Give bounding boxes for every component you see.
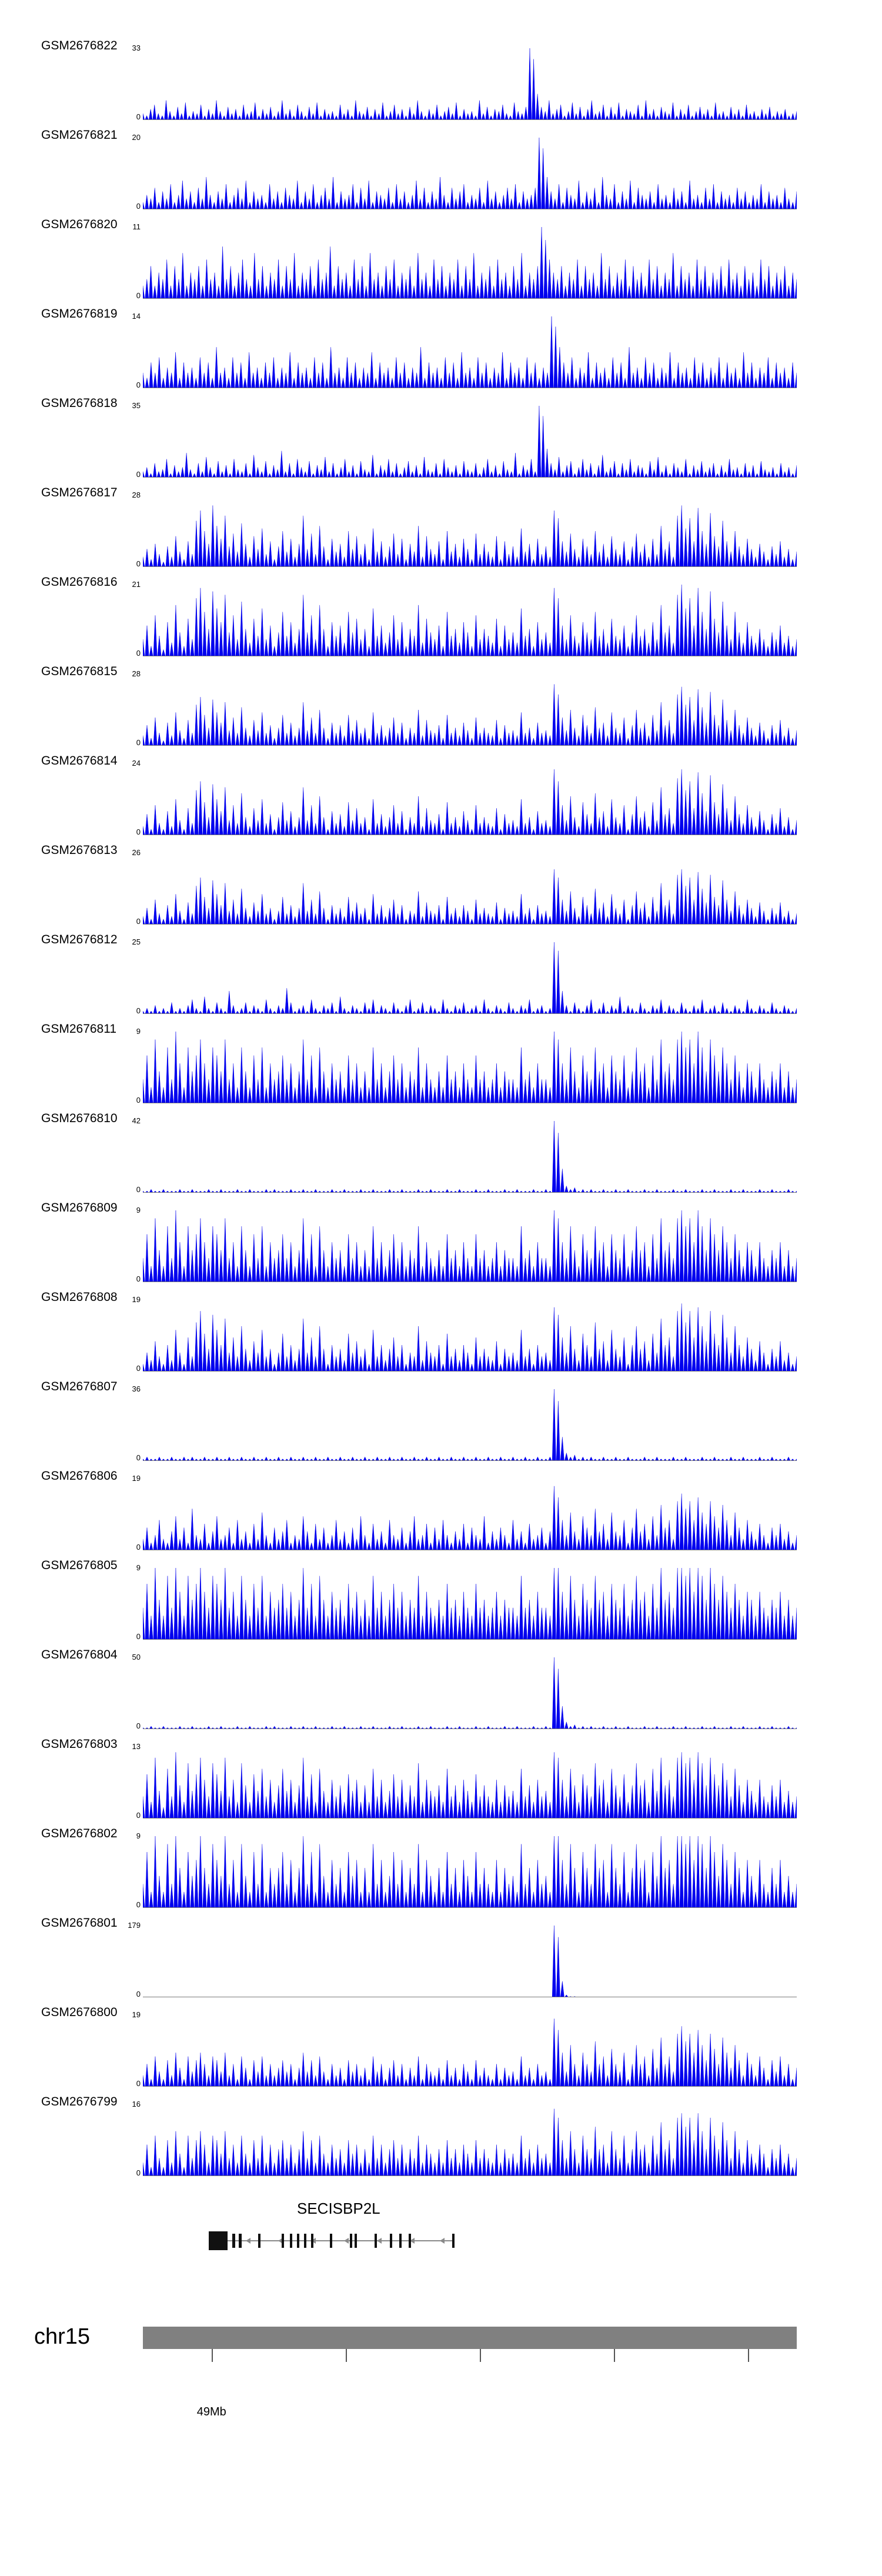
- track-sample-label: GSM2676817: [41, 486, 118, 499]
- axis-tick: [346, 2349, 347, 2362]
- track-sample-label: GSM2676811: [41, 1022, 117, 1036]
- coverage-track: [0, 840, 882, 929]
- track-sample-label: GSM2676801: [41, 1916, 118, 1930]
- gene-model: [143, 2220, 797, 2267]
- track-axis-max: 11: [132, 222, 141, 231]
- coverage-plot: [143, 406, 797, 478]
- track-baseline: [143, 298, 797, 299]
- track-baseline: [143, 1639, 797, 1640]
- track-axis-min: 0: [136, 1900, 141, 1909]
- track-axis-min: 0: [136, 381, 141, 389]
- track-axis-min: 0: [136, 470, 141, 479]
- coverage-plot: [143, 1747, 797, 1818]
- track-axis-min: 0: [136, 827, 141, 836]
- track-sample-label: GSM2676802: [41, 1827, 118, 1840]
- track-axis-min: 0: [136, 1274, 141, 1283]
- coverage-track: [0, 2091, 882, 2181]
- track-axis-min: 0: [136, 1006, 141, 1015]
- coverage-plot: [143, 1926, 797, 1997]
- axis-ticks: [143, 2349, 797, 2418]
- coverage-plot: [143, 674, 797, 746]
- track-axis-max: 179: [128, 1921, 141, 1930]
- coverage-plot: [143, 1300, 797, 1372]
- track-baseline: [143, 924, 797, 925]
- track-axis-min: 0: [136, 1185, 141, 1194]
- coverage-plot: [143, 1568, 797, 1640]
- track-axis-max: 20: [132, 133, 141, 142]
- track-axis-max: 14: [132, 312, 141, 321]
- track-axis-max: 50: [132, 1653, 141, 1661]
- track-axis-max: 9: [136, 1831, 141, 1840]
- coverage-plot: [143, 2104, 797, 2176]
- track-axis-min: 0: [136, 1096, 141, 1105]
- track-baseline: [143, 566, 797, 567]
- track-baseline: [143, 1013, 797, 1014]
- track-axis-max: 28: [132, 490, 141, 499]
- track-baseline: [143, 1192, 797, 1193]
- track-sample-label: GSM2676808: [41, 1290, 118, 1304]
- coverage-track: [0, 750, 882, 840]
- axis-tick: [748, 2349, 749, 2362]
- track-sample-label: GSM2676800: [41, 2006, 118, 2019]
- coverage-track: [0, 1734, 882, 1823]
- track-sample-label: GSM2676809: [41, 1201, 118, 1214]
- track-axis-max: 9: [136, 1027, 141, 1036]
- coverage-track: [0, 482, 882, 572]
- coverage-plot: [143, 316, 797, 388]
- coverage-plot: [143, 1210, 797, 1282]
- coverage-track: [0, 1823, 882, 1913]
- coverage-track: [0, 35, 882, 125]
- chromosome-ideogram: [143, 2327, 797, 2349]
- track-sample-label: GSM2676820: [41, 218, 118, 231]
- track-axis-min: 0: [136, 1632, 141, 1641]
- chromosome-panel: [0, 2311, 882, 2417]
- coverage-plot: [143, 1479, 797, 1550]
- coverage-plot: [143, 585, 797, 656]
- track-baseline: [143, 1460, 797, 1461]
- track-baseline: [143, 1907, 797, 1908]
- track-axis-max: 16: [132, 2100, 141, 2108]
- coverage-plot: [143, 1657, 797, 1729]
- track-axis-max: 33: [132, 44, 141, 52]
- track-sample-label: GSM2676799: [41, 2095, 118, 2108]
- coverage-track: [0, 1913, 882, 2002]
- gene-annotation-panel: [0, 2200, 882, 2282]
- track-axis-min: 0: [136, 112, 141, 121]
- track-axis-min: 0: [136, 1990, 141, 1998]
- track-baseline: [143, 477, 797, 478]
- track-axis-max: 25: [132, 937, 141, 946]
- coverage-track: [0, 572, 882, 661]
- track-stack: [0, 35, 882, 2181]
- track-axis-min: 0: [136, 559, 141, 568]
- track-baseline: [143, 119, 797, 120]
- track-axis-min: 0: [136, 202, 141, 211]
- track-sample-label: GSM2676816: [41, 575, 118, 589]
- track-axis-min: 0: [136, 649, 141, 658]
- track-axis-min: 0: [136, 291, 141, 300]
- track-sample-label: GSM2676813: [41, 843, 118, 857]
- track-axis-min: 0: [136, 1364, 141, 1373]
- track-axis-max: 9: [136, 1563, 141, 1572]
- coverage-track: [0, 1019, 882, 1108]
- coverage-plot: [143, 138, 797, 209]
- track-baseline: [143, 1371, 797, 1372]
- track-sample-label: GSM2676815: [41, 665, 118, 678]
- axis-tick: [212, 2349, 213, 2362]
- track-sample-label: GSM2676804: [41, 1648, 118, 1661]
- track-sample-label: GSM2676806: [41, 1469, 118, 1483]
- coverage-track: [0, 1644, 882, 1734]
- axis-tick: [480, 2349, 481, 2362]
- coverage-track: [0, 1376, 882, 1466]
- coverage-track: [0, 303, 882, 393]
- coverage-track: [0, 929, 882, 1019]
- track-axis-max: 13: [132, 1742, 141, 1751]
- coverage-plot: [143, 2015, 797, 2087]
- axis-tick-label: 49Mb: [196, 2405, 226, 2418]
- coverage-plot: [143, 942, 797, 1014]
- coverage-plot: [143, 227, 797, 299]
- coverage-track: [0, 661, 882, 750]
- coverage-track: [0, 1466, 882, 1555]
- track-axis-max: 19: [132, 1474, 141, 1483]
- coverage-track: [0, 125, 882, 214]
- track-sample-label: GSM2676822: [41, 39, 118, 52]
- track-axis-min: 0: [136, 917, 141, 926]
- track-sample-label: GSM2676819: [41, 307, 118, 321]
- track-sample-label: GSM2676814: [41, 754, 118, 768]
- coverage-plot: [143, 1032, 797, 1103]
- coverage-track: [0, 1197, 882, 1287]
- coverage-track: [0, 214, 882, 303]
- track-axis-max: 9: [136, 1206, 141, 1214]
- coverage-plot: [143, 48, 797, 120]
- track-axis-min: 0: [136, 1453, 141, 1462]
- coverage-plot: [143, 495, 797, 567]
- coverage-plot: [143, 1836, 797, 1908]
- track-axis-min: 0: [136, 1543, 141, 1551]
- track-axis-max: 24: [132, 759, 141, 768]
- track-sample-label: GSM2676810: [41, 1112, 118, 1125]
- track-axis-min: 0: [136, 738, 141, 747]
- track-baseline: [143, 2086, 797, 2087]
- coverage-track: [0, 1555, 882, 1644]
- track-axis-max: 26: [132, 848, 141, 857]
- coverage-track: [0, 2002, 882, 2091]
- coverage-plot: [143, 853, 797, 925]
- track-axis-max: 42: [132, 1116, 141, 1125]
- track-sample-label: GSM2676818: [41, 396, 118, 410]
- track-sample-label: GSM2676812: [41, 933, 118, 946]
- chromosome-label: chr15: [34, 2324, 91, 2349]
- track-axis-max: 36: [132, 1384, 141, 1393]
- track-axis-min: 0: [136, 1721, 141, 1730]
- axis-tick: [614, 2349, 615, 2362]
- coverage-plot: [143, 763, 797, 835]
- track-axis-min: 0: [136, 2079, 141, 2088]
- coverage-track: [0, 393, 882, 482]
- coverage-plot: [143, 1389, 797, 1461]
- track-axis-min: 0: [136, 2168, 141, 2177]
- track-axis-max: 19: [132, 2010, 141, 2019]
- track-axis-max: 28: [132, 669, 141, 678]
- coverage-track: [0, 1108, 882, 1197]
- track-axis-min: 0: [136, 1811, 141, 1820]
- track-axis-max: 21: [132, 580, 141, 589]
- track-baseline: [143, 2175, 797, 2176]
- track-sample-label: GSM2676807: [41, 1380, 118, 1393]
- track-sample-label: GSM2676821: [41, 128, 118, 142]
- coverage-track: [0, 1287, 882, 1376]
- coverage-plot: [143, 1121, 797, 1193]
- track-baseline: [143, 745, 797, 746]
- track-sample-label: GSM2676805: [41, 1559, 118, 1572]
- track-axis-max: 35: [132, 401, 141, 410]
- track-axis-max: 19: [132, 1295, 141, 1304]
- gene-label: SECISBP2L: [297, 2200, 380, 2217]
- track-sample-label: GSM2676803: [41, 1737, 118, 1751]
